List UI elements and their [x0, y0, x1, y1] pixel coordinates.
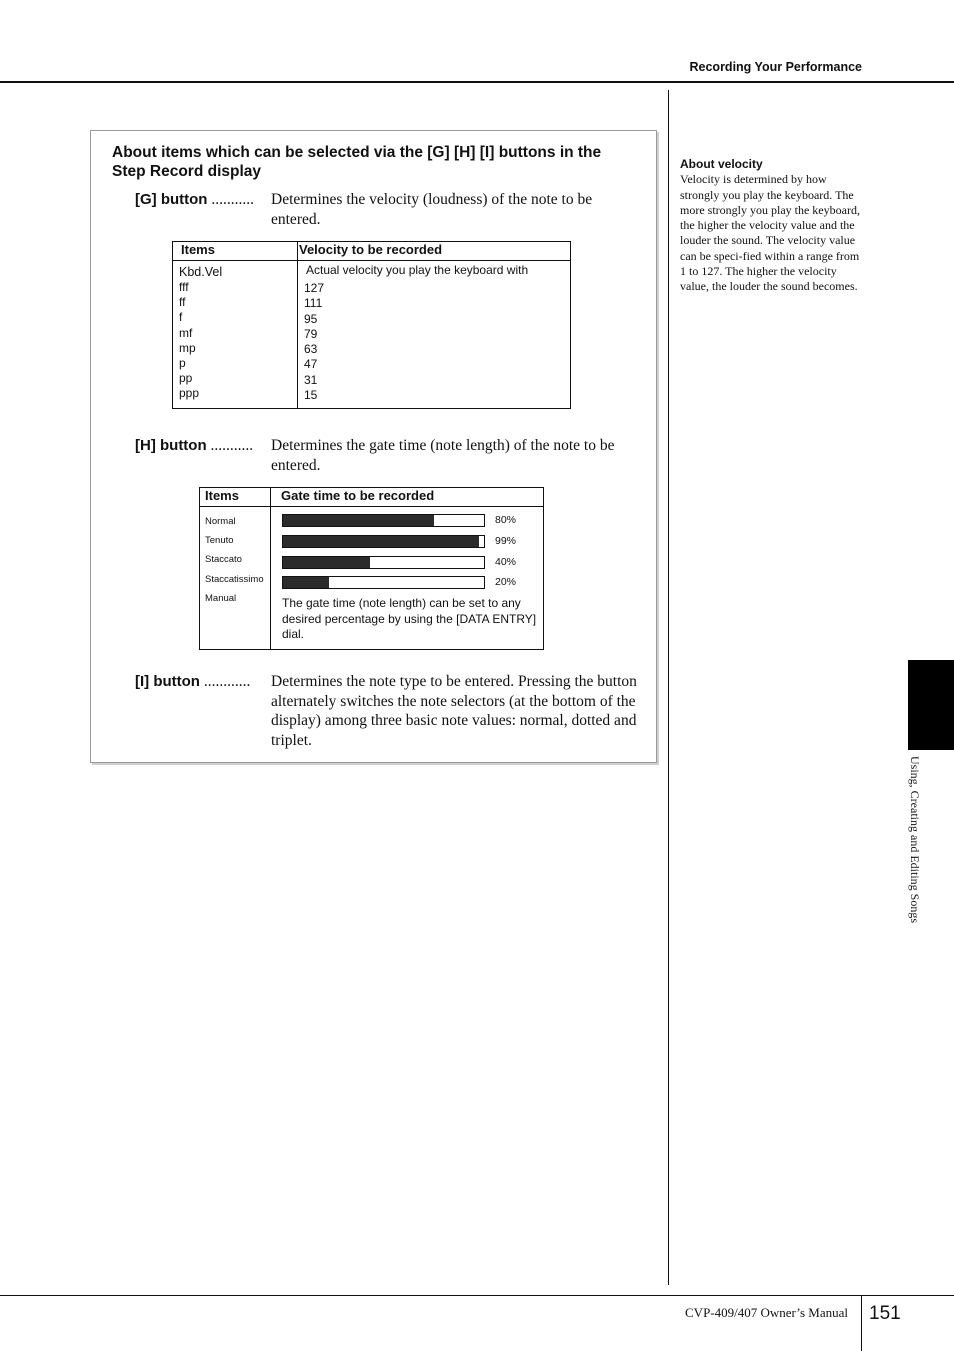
g-button-entry [135, 190, 645, 230]
manual-name: CVP-409/407 Owner’s Manual [685, 1305, 848, 1320]
col-header-gate-time: Gate time to be recorded [281, 488, 435, 503]
table-column-rule [297, 242, 298, 408]
table-row-item: mp [179, 341, 196, 355]
gate-bar [282, 576, 485, 589]
footer-rule [0, 1295, 954, 1296]
table-row-item: ppp [179, 386, 200, 400]
col-header-items: Items [181, 242, 215, 257]
table-row-value: 127 [304, 281, 325, 295]
gate-bar [282, 556, 485, 569]
table-row-item: Kbd.Vel [179, 265, 223, 279]
h-button-entry [135, 436, 645, 476]
table-row-item: f [179, 310, 183, 324]
i-button-label: [I] button ............ [135, 673, 251, 690]
table-row-item: fff [179, 280, 189, 294]
gate-bar [282, 514, 485, 527]
gate-bar-label: 40% [495, 556, 517, 568]
table-row-item: mf [179, 326, 193, 340]
table-header-rule [200, 506, 543, 507]
gate-item: Staccatissimo [205, 574, 264, 585]
gate-bar-fill [283, 577, 329, 588]
gate-item: Normal [205, 516, 236, 527]
i-button-entry [135, 672, 645, 752]
gate-bar-fill [283, 536, 479, 547]
table-row-value: 63 [304, 342, 318, 356]
g-button-label: [G] button ........... [135, 191, 254, 208]
h-button-description: Determines the gate time (note length) of the note to be entered. [271, 437, 615, 474]
box-heading: About items which can be selected via the [G] [H] [I] buttons in the Step Record display [112, 144, 602, 180]
table-column-rule [270, 488, 271, 649]
table-row-item: p [179, 356, 186, 370]
sidebar-note-body: Velocity is determined by how strongly you play the keyboard. The more strongly you play the keyboard, the higher the velocity value and the louder the sound. The velocity value can be speci-fied within a range from 1 to 127. The higher the velocity value, the louder the sound becomes. [680, 172, 860, 294]
table-row-value: 15 [304, 388, 318, 402]
gate-item: Staccato [205, 554, 242, 565]
gate-item: Manual [205, 593, 237, 604]
sidebar-note [680, 157, 865, 295]
table-row-item: ff [179, 295, 186, 309]
table-row-value: 95 [304, 312, 318, 326]
gate-time-table [199, 487, 544, 650]
sidebar-note-title: About velocity [680, 157, 763, 171]
gate-bar [282, 535, 485, 548]
footer-divider [861, 1295, 862, 1351]
table-row-item: pp [179, 371, 193, 385]
column-divider [668, 90, 669, 1285]
table-row-value: Actual velocity you play the keyboard with [306, 263, 529, 277]
col-header-velocity: Velocity to be recorded [299, 242, 443, 257]
table-row-value: 47 [304, 357, 318, 371]
i-button-description: Determines the note type to be entered. Pressing the button alternately switches the note selectors (at the bottom of the display) among three basic note values: normal, dotted and triplet. [271, 673, 637, 749]
gate-item: Tenuto [205, 535, 234, 546]
section-title: Recording Your Performance [689, 60, 862, 74]
gate-bar-label: 80% [495, 514, 517, 526]
chapter-tab [908, 660, 954, 750]
table-row-value: 31 [304, 373, 318, 387]
header-rule [0, 81, 954, 83]
gate-bar-fill [283, 515, 434, 526]
col-header-items: Items [205, 488, 239, 503]
table-header-rule [173, 260, 570, 261]
gate-bar-fill [283, 557, 370, 568]
table-row-value: 79 [304, 327, 318, 341]
gate-bar-label: 99% [495, 535, 517, 547]
chapter-label: Using, Creating and Editing Songs [908, 756, 922, 923]
page-number: 151 [869, 1303, 901, 1324]
table-row-value: 111 [304, 296, 323, 310]
h-button-label: [H] button ........... [135, 437, 254, 454]
g-button-description: Determines the velocity (loudness) of the note to be entered. [271, 191, 593, 228]
manual-gate-note: The gate time (note length) can be set to any desired percentage by using the [DATA ENTRY] dial. [282, 596, 537, 641]
gate-bar-label: 20% [495, 576, 517, 588]
velocity-table [172, 241, 571, 409]
